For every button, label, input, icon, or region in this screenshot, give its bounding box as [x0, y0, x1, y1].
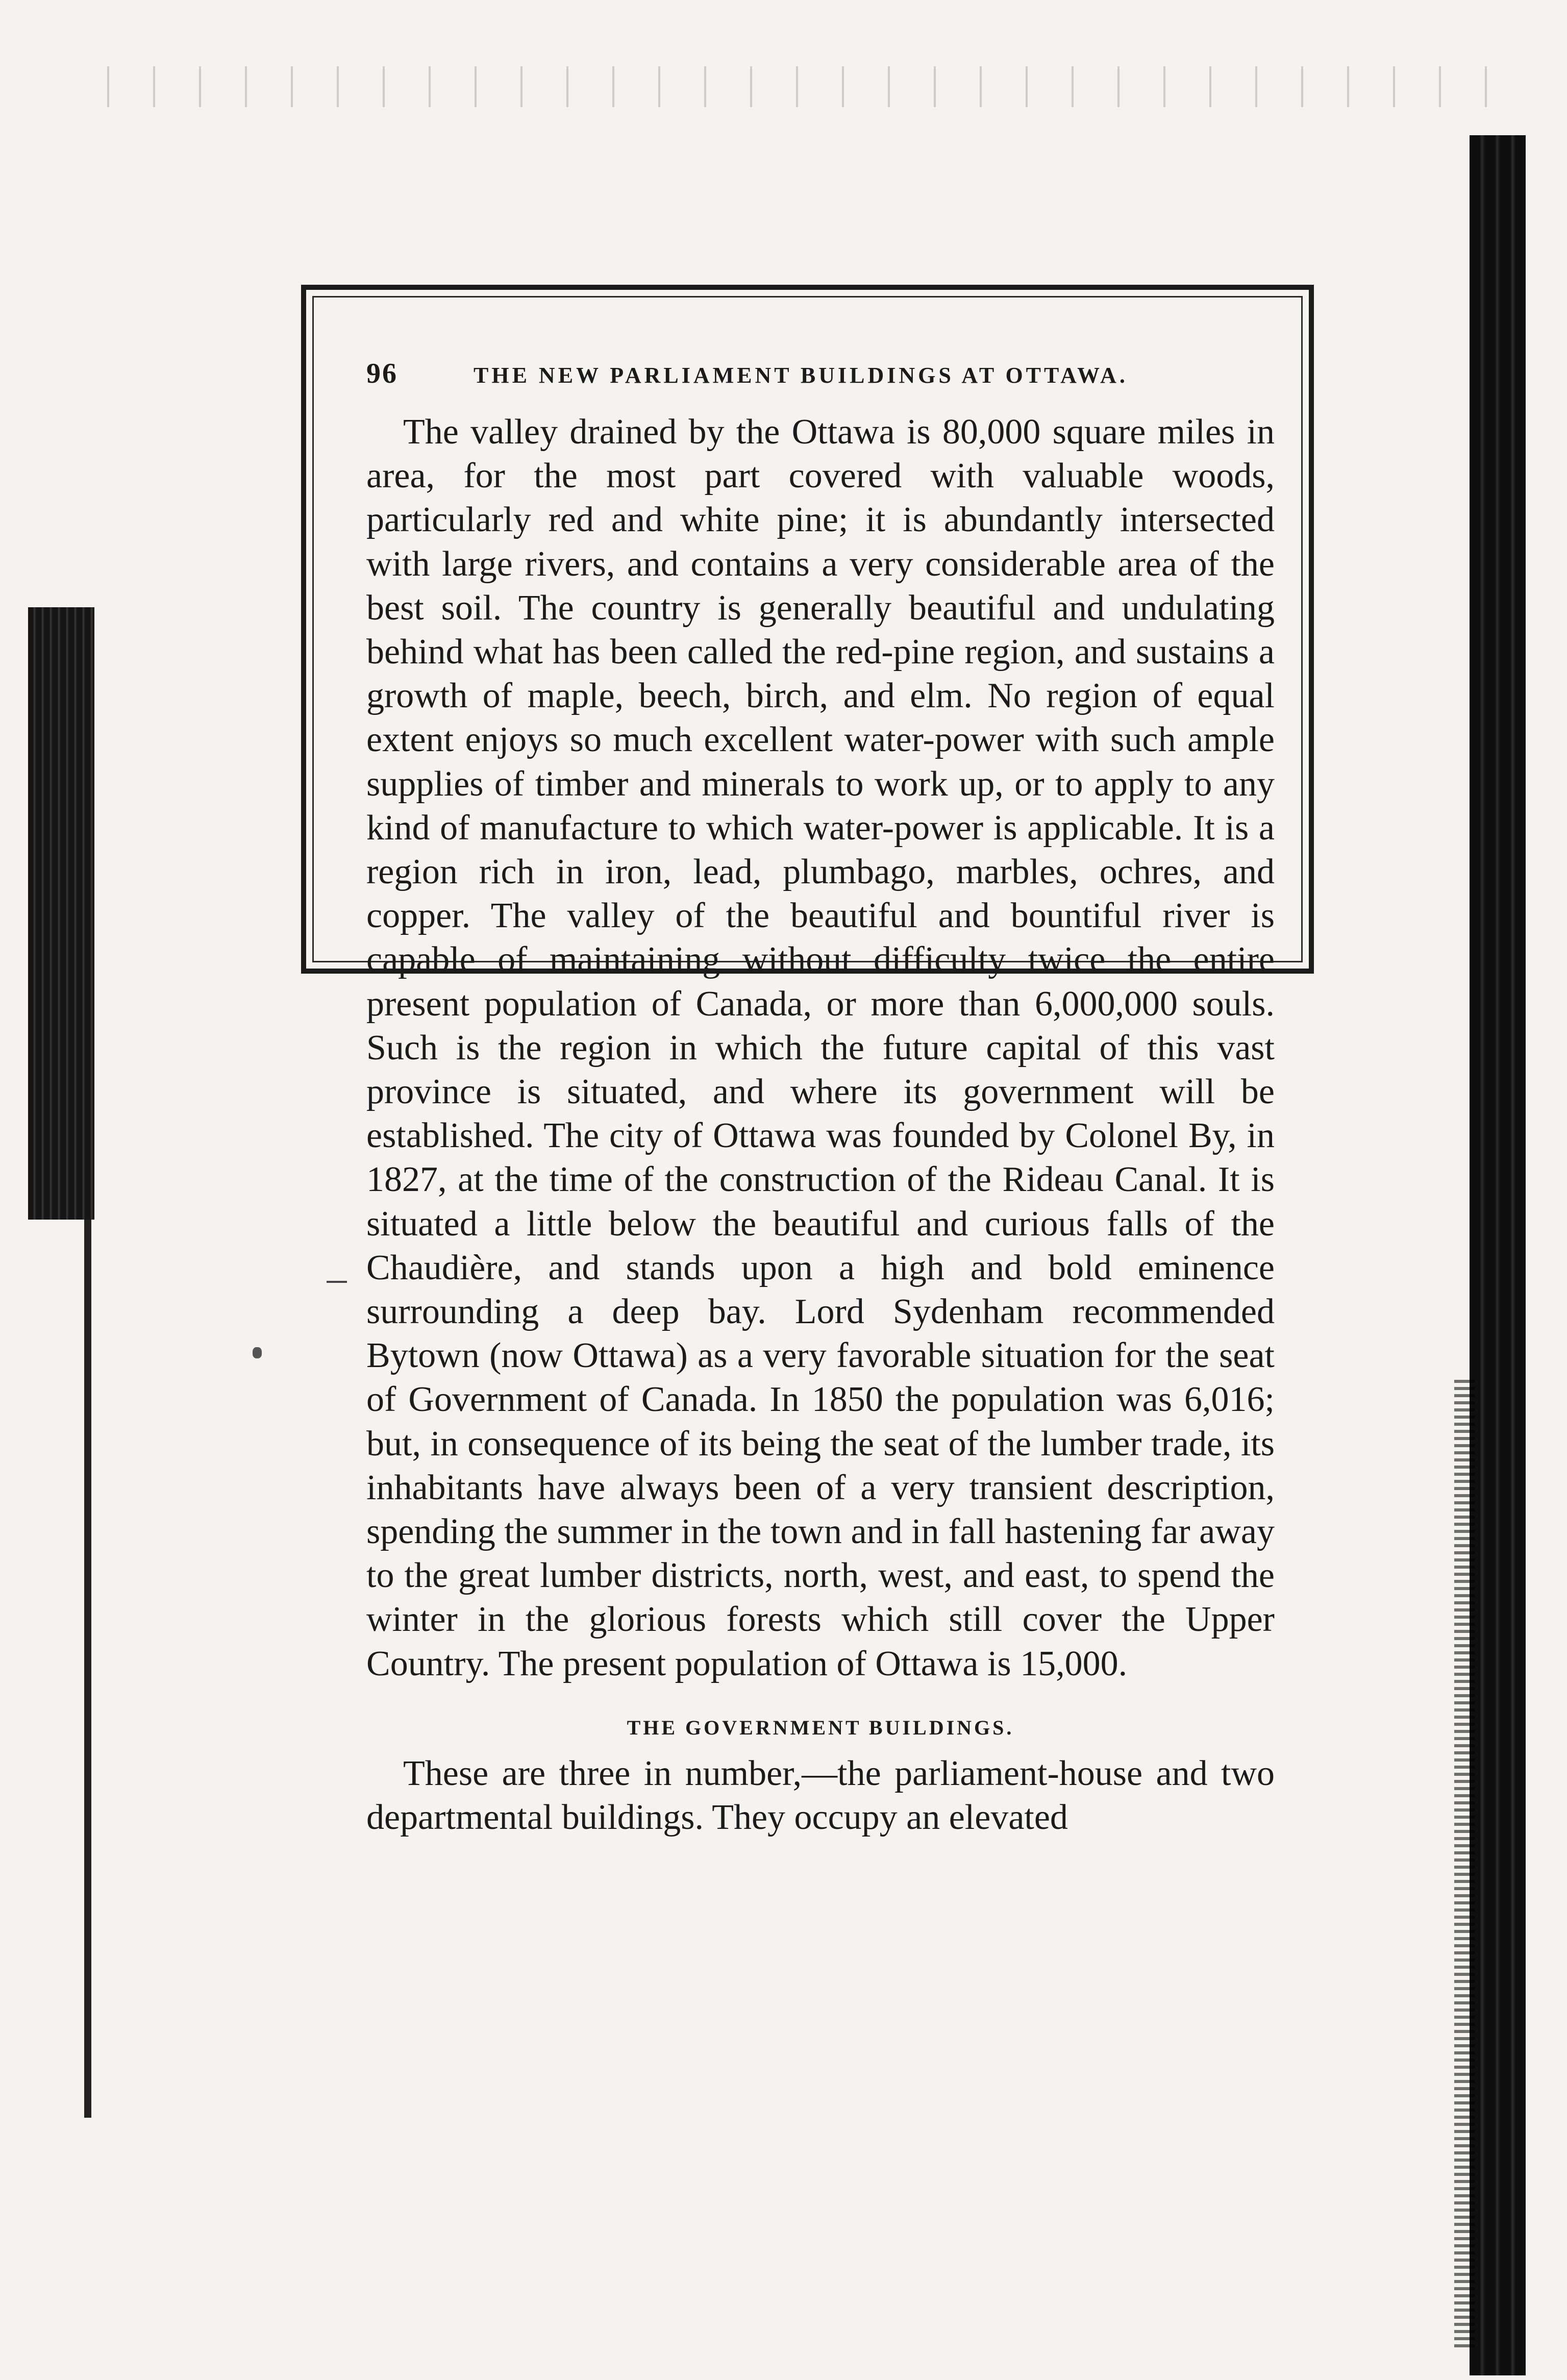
running-head — [366, 357, 1275, 390]
scan-edge-noise-right — [1454, 1378, 1475, 2347]
scan-shadow-right — [1470, 135, 1526, 2375]
running-head-title: THE NEW PARLIAMENT BUILDINGS AT OTTAWA. — [474, 363, 1128, 388]
section-heading-government-buildings: THE GOVERNMENT BUILDINGS. — [627, 1716, 1014, 1739]
scan-edge-line-left — [84, 1220, 91, 2118]
book-page — [366, 357, 1275, 1840]
scan-shadow-left — [28, 607, 94, 1220]
margin-dash-mark — [327, 1281, 347, 1283]
paragraph-government-buildings: These are three in number,—the parliament-house and two departmental buildings. They occupy an elevated — [366, 1753, 1275, 1838]
page-number: 96 — [366, 358, 398, 389]
scan-top-specks — [87, 66, 1515, 107]
margin-ink-mark — [253, 1347, 262, 1358]
paragraph-ottawa-valley: The valley drained by the Ottawa is 80,000 square miles in area, for the most part covered with valuable woods, particularly red and white pine; it is abundantly intersected with large rivers, and contains a very considerable area of the best soil. The country is generally beautiful and undulating behind what has been called the red-pine region, and sustains a growth of maple, beech, birch, and elm. No region of equal extent enjoys so much excellent water-power with such ample supplies of timber and minerals to work up, or to apply to any kind of manufacture to which water-power is applicable. It is a region rich in iron, lead, plumbago, marbles, ochres, and copper. The valley of the beautiful and bountiful river is capable of maintaining without difficulty twice the entire present population of Canada, or more than 6,000,000 souls. Such is the region in which the future capital of this vast province is situated, and where its government will be established. The city of Ottawa was founded by Colonel By, in 1827, at the time of the construction of the Rideau Canal. It is situated a little below the beautiful and curious falls of the Chaudière, and stands upon a high and bold eminence surrounding a deep bay. Lord Sydenham recommended Bytown (now Ottawa) as a very favorable situation for the seat of Government of Canada. In 1850 the population was 6,016; but, in consequence of its being the seat of the lumber trade, its inhabitants have always been of a very transient description, spending the summer in the town and in fall hastening far away to the great lumber districts, north, west, and east, to spend the winter in the glorious forests which still cover the Upper Country. The present population of Ottawa is 15,000. — [366, 412, 1275, 1683]
